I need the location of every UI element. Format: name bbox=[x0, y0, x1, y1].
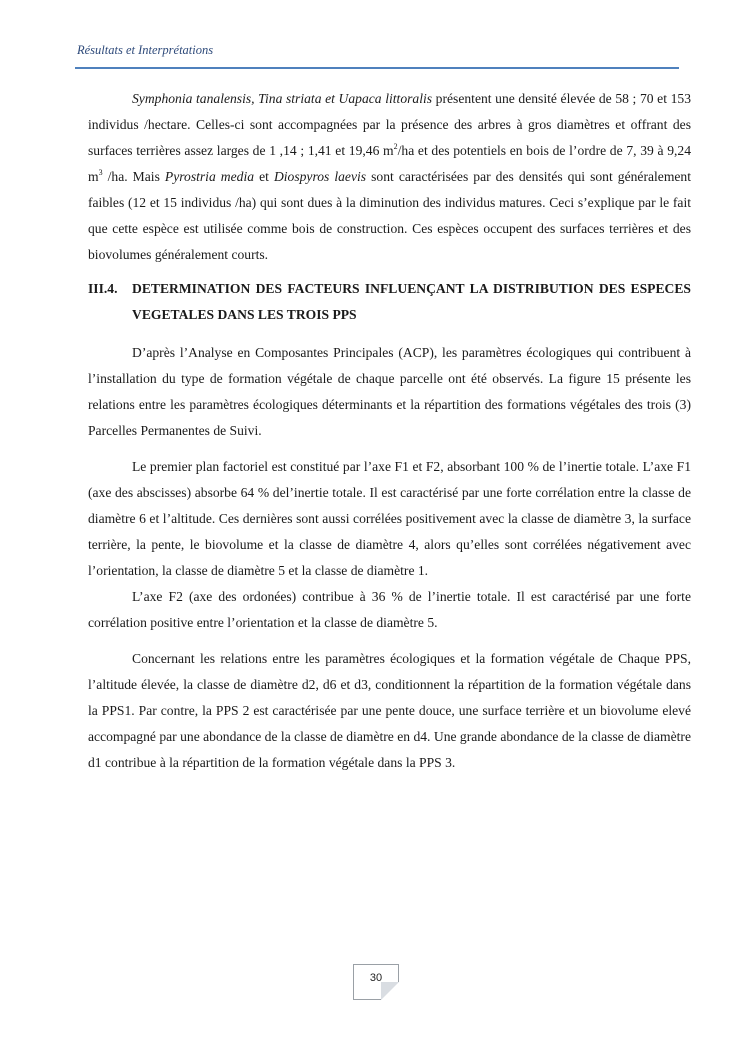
species-pyrostria: Pyrostria media bbox=[164, 169, 255, 184]
header-rule bbox=[75, 67, 679, 69]
paragraph-species-density bbox=[88, 86, 691, 268]
p1-text-5: sont caractérisées par des densités qui sont généralement faibles (12 et 15 individus /ha) qui sont dues à la diminution des individus matures. Ceci s’explique par le fait que cette espèce est utilisée comme bois de construction. Ces espèces occupent des surfaces terrières et des biovolumes généralement courts. bbox=[88, 169, 692, 262]
page-curl-icon bbox=[381, 982, 399, 1000]
p1-text-4: et bbox=[254, 169, 274, 184]
running-header: Résultats et Interprétations bbox=[77, 43, 214, 57]
p1-text-3: /ha. Mais bbox=[102, 169, 165, 184]
paragraph-axis-f1: Le premier plan factoriel est constitué par l’axe F1 et F2, absorbant 100 % de l’inertie totale. L’axe F1 (axe des abscisses) absorbe 64 % del’inertie totale. Il est caractérisé par une forte corrélation entre la classe de diamètre 6 et l’altitude. Ces dernières sont aussi corrélées positivement avec la classe de diamètre 3, la surface terrière, la pente, le biovolume et la classe de diamètre 4, alors qu’elles sont corrélées négativement avec l’orientation, la classe de diamètre 5 et la classe de diamètre 1. bbox=[88, 459, 691, 578]
page-number-box bbox=[353, 964, 399, 1000]
page-number: 30 bbox=[369, 972, 383, 984]
species-diospyros: Diospyros laevis bbox=[273, 169, 367, 184]
paragraph-pps-relations: Concernant les relations entre les paramètres écologiques et la formation végétale de Chaque PPS, l’altitude élevée, la classe de diamètre d2, d6 et d3, conditionnent la répartition de la formation végétale dans la PPS1. Par contre, la PPS 2 est caractérisée par une pente douce, une surface terrière et un biovolume elevé accompagné par une abondance de la classe de diamètre en d4. Une grande abondance de la classe de diamètre d1 contribue à la répartition de la formation végétale dans la PPS 3. bbox=[88, 651, 691, 770]
superscript-3: 3 bbox=[98, 168, 103, 177]
paragraph-acp: D’après l’Analyse en Composantes Principales (ACP), les paramètres écologiques qui contribuent à l’installation du type de formation végétale de chaque parcelle ont été observés. La figure 15 présente les relations entre les paramètres écologiques déterminants et la répartition des formations végétales des trois (3) Parcelles Permanentes de Suivi. bbox=[88, 345, 691, 438]
paragraph-axis-f2: L’axe F2 (axe des ordonées) contribue à 36 % de l’inertie totale. Il est caractérisé par une forte corrélation positive entre l’orientation et la classe de diamètre 5. bbox=[88, 589, 691, 630]
section-title: DETERMINATION DES FACTEURS INFLUENÇANT LA DISTRIBUTION DES ESPECES VEGETALES DANS LES TROIS PPS bbox=[132, 281, 691, 322]
section-number: III.4. bbox=[88, 281, 118, 296]
page-content bbox=[88, 86, 691, 776]
superscript-2: 2 bbox=[393, 142, 398, 151]
p1-text-1: présentent une densité élevée de 58 ; 70 et 153 individus /hectare. Celles-ci sont accompagnées par la présence des arbres à gros diamètres et offrant des surfaces terrières assez larges de 1 ,14 ; 1,41 et 19,46 m bbox=[88, 91, 691, 158]
section-heading bbox=[88, 276, 691, 328]
species-names: Symphonia tanalensis, Tina striata et Uapaca littoralis bbox=[132, 91, 433, 106]
p1-text-2: /ha et des potentiels en bois de l’ordre de 7, 39 à 9,24 m bbox=[88, 143, 691, 184]
